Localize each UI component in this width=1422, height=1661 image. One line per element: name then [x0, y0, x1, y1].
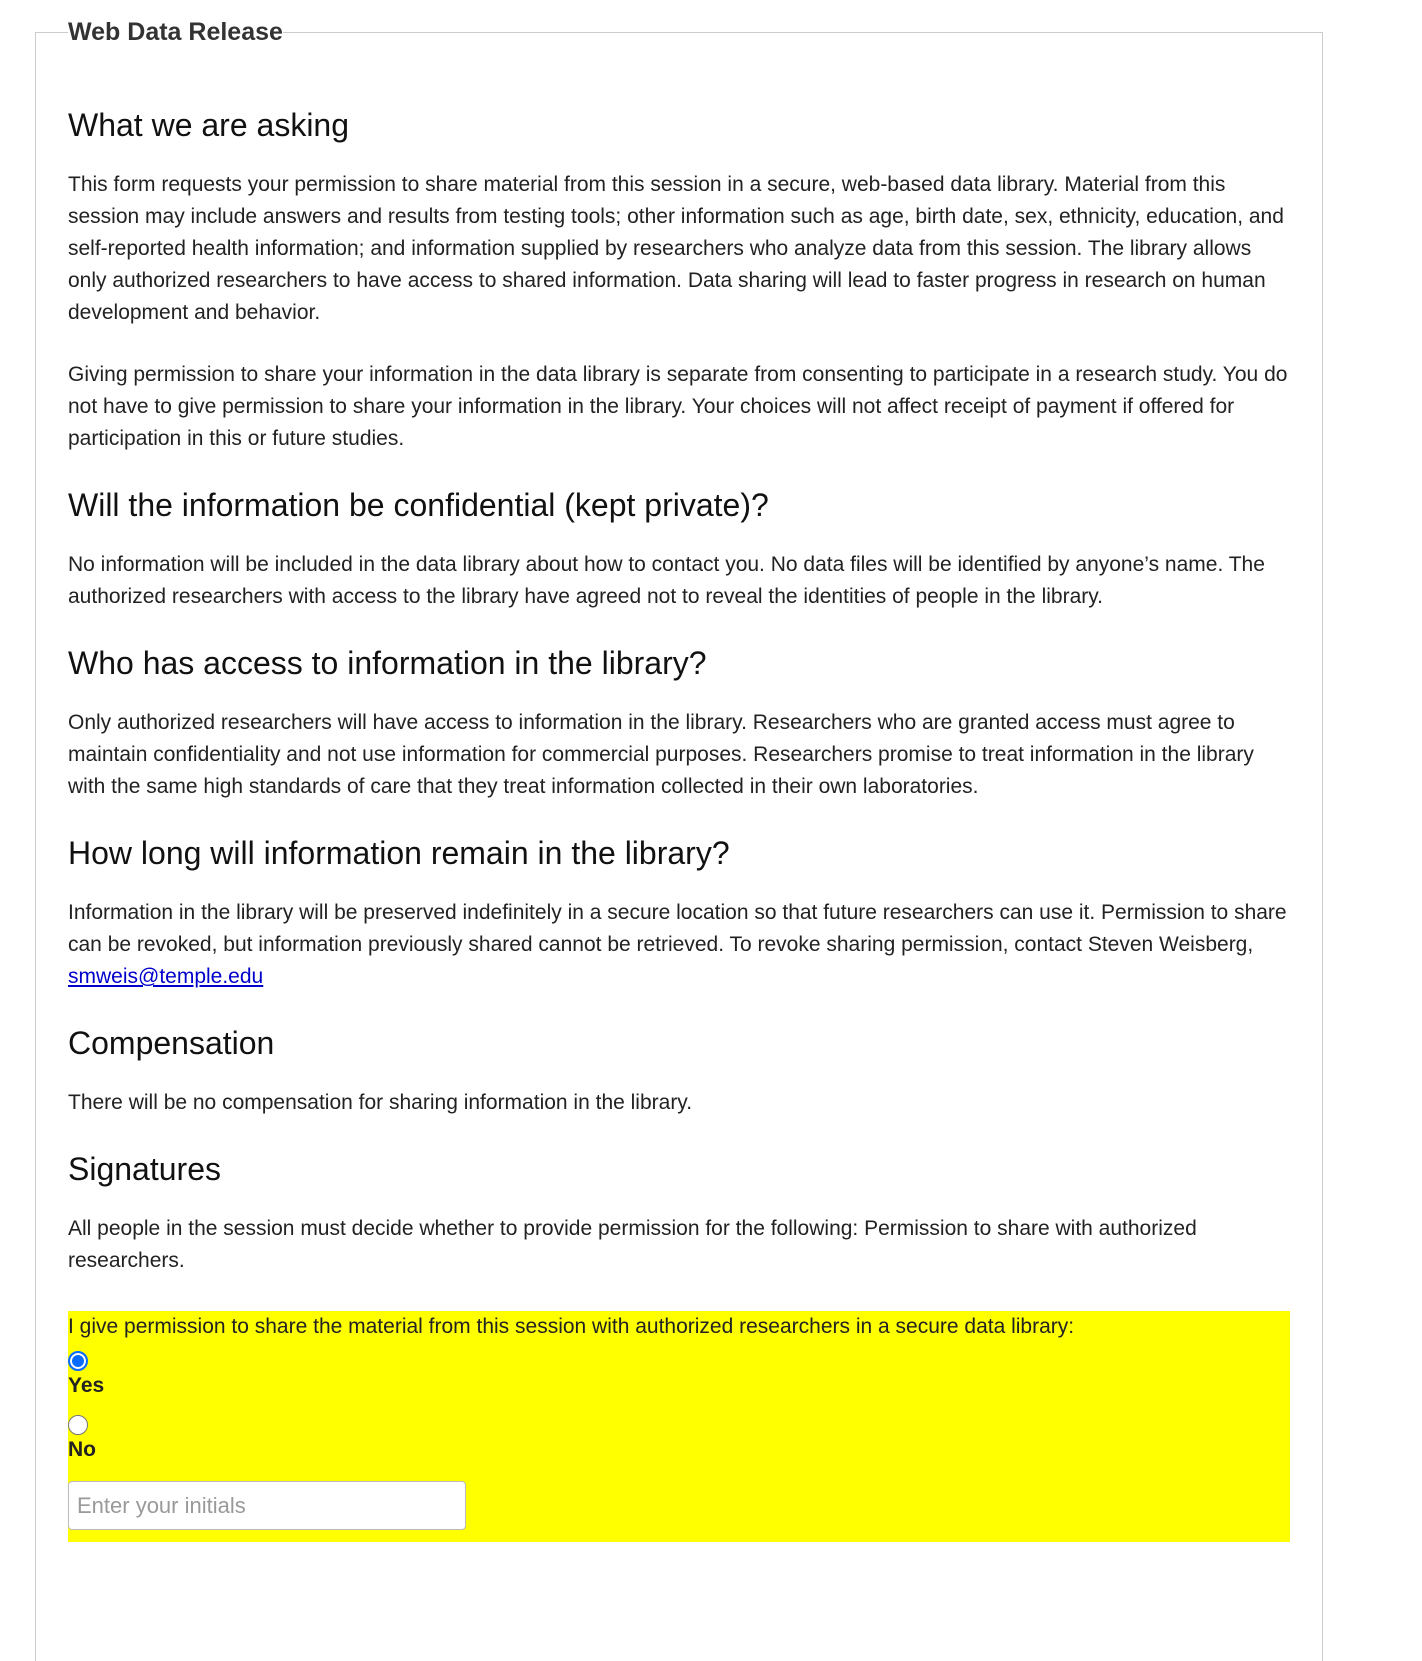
paragraph: No information will be included in the data library about how to contact you. No data files will be identified by anyone’s name. The authorized researchers with access to the library have agreed not to reveal the identities of people in the library.: [68, 553, 1265, 608]
paragraph: All people in the session must decide whether to provide permission for the following: Permission to share with authorized researchers.: [68, 1217, 1197, 1272]
paragraph: This form requests your permission to share material from this session in a secure, web-based data library. Material from this session may include answers and results from testing tools; other information such as age, birth date, sex, ethnicity, education, and self-reported health information; and information supplied by researchers who analyze data from this session. The library allows only authorized researchers to have access to shared information. Data sharing will lead to faster progress in research on human development and behavior.: [68, 173, 1284, 324]
paragraph: [68, 897, 1290, 993]
paragraph: There will be no compensation for sharing information in the library.: [68, 1091, 693, 1114]
heading-compensation: Compensation: [68, 1025, 275, 1061]
radio-yes[interactable]: [68, 1351, 88, 1371]
initials-input[interactable]: [68, 1481, 466, 1530]
option-no[interactable]: [68, 1415, 1290, 1465]
heading-who-has-access: Who has access to information in the library?: [68, 645, 707, 681]
paragraph: Giving permission to share your information in the data library is separate from consenting to participate in a research study. You do not have to give permission to share your information in the library. Your choices will not affect receipt of payment if offered for participation in this or future studies.: [68, 363, 1288, 450]
option-yes[interactable]: [68, 1351, 1290, 1401]
form-content: [68, 105, 1290, 1542]
radio-no[interactable]: [68, 1415, 88, 1435]
fieldset-legend: Web Data Release: [68, 18, 283, 46]
heading-signatures: Signatures: [68, 1151, 221, 1187]
heading-how-long: How long will information remain in the library?: [68, 835, 730, 871]
option-no-label[interactable]: No: [68, 1438, 96, 1461]
consent-box: [68, 1311, 1290, 1542]
email-link[interactable]: smweis@temple.edu: [68, 965, 264, 988]
option-yes-label[interactable]: Yes: [68, 1374, 105, 1397]
consent-question: I give permission to share the material from this session with authorized researchers in a secure data library:: [68, 1315, 1075, 1338]
heading-confidential: Will the information be confidential (kept private)?: [68, 487, 769, 523]
web-data-release-fieldset: [35, 20, 1323, 1661]
heading-what-we-are-asking: What we are asking: [68, 107, 350, 143]
paragraph-text: Information in the library will be preserved indefinitely in a secure location so that future researchers can use it. Permission to share can be revoked, but information previously shared cannot be retrieved. To revoke sharing permission, contact Steven Weisberg,: [68, 901, 1287, 956]
paragraph: Only authorized researchers will have access to information in the library. Researchers who are granted access must agree to maintain confidentiality and not use information for commercial purposes. Researchers promise to treat information in the library with the same high standards of care that they treat information collected in their own laboratories.: [68, 711, 1254, 798]
